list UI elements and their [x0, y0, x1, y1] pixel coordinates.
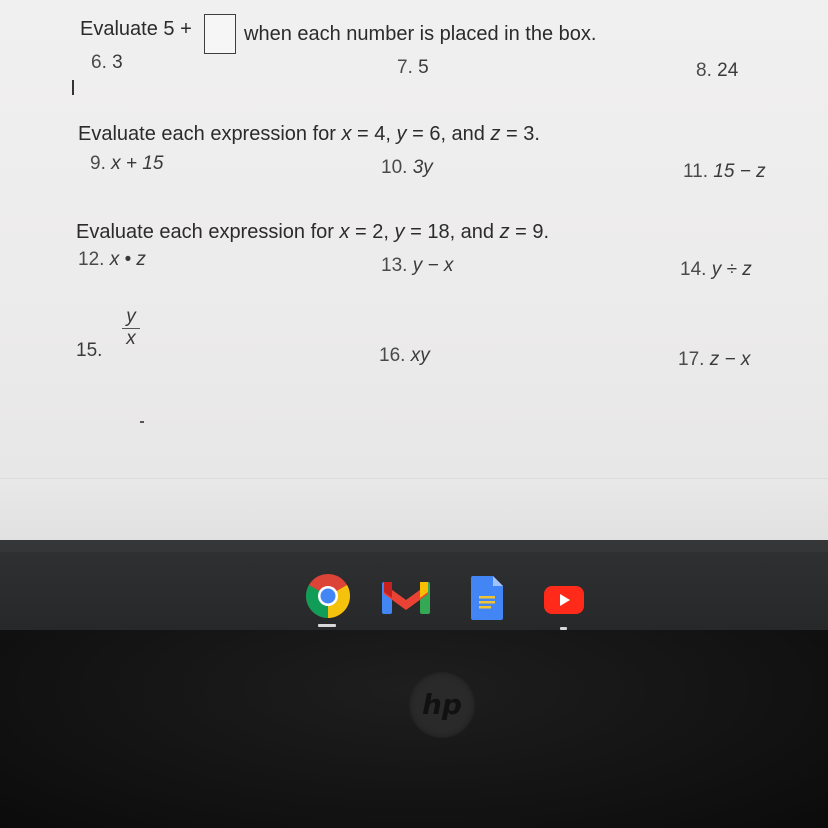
var-z: z [490, 123, 501, 145]
problem-expression: y ÷ z [711, 259, 752, 280]
section3-heading [76, 221, 549, 244]
problem-8 [696, 60, 738, 82]
heading-text: = 6, and [406, 123, 491, 145]
problem-expression: 3 [112, 52, 123, 73]
var-z: z [499, 221, 510, 243]
problem-number: 13. [381, 255, 408, 276]
problem-number: 11. [683, 161, 709, 182]
youtube-icon [543, 585, 585, 615]
google-docs-icon [470, 575, 504, 621]
section1-suffix: when each number is placed in the box. [244, 23, 597, 45]
problem-expression: y − x [412, 255, 454, 276]
problem-number: 7. [397, 57, 413, 78]
problem-15-number: 15. [76, 340, 103, 361]
heading-text: = 2, [349, 221, 395, 243]
page-bottom-area [0, 478, 828, 540]
problem-number: 12. [78, 249, 105, 270]
var-y: y [396, 123, 407, 145]
taskbar-edge [0, 540, 828, 552]
fraction-numerator: y [126, 306, 136, 327]
hp-logo-text: hp [422, 688, 462, 721]
problem-12 [78, 249, 146, 271]
problem-expression: 5 [418, 57, 429, 78]
var-x: x [341, 123, 352, 145]
problem-expression: 15 − z [713, 161, 766, 182]
problem-11 [683, 161, 766, 183]
problem-7 [397, 57, 429, 79]
hp-logo [409, 672, 475, 738]
problem-number: 17. [678, 349, 705, 370]
laptop-bezel [0, 630, 828, 828]
problem-number: 6. [91, 52, 107, 73]
heading-text: Evaluate each expression for [78, 123, 342, 145]
var-x: x [339, 221, 350, 243]
problem-number: 8. [696, 60, 712, 81]
problem-number: 14. [680, 259, 707, 280]
problem-expression: xy [410, 345, 430, 366]
youtube-icon[interactable] [543, 585, 585, 615]
text-cursor [72, 80, 74, 95]
problem-14 [680, 259, 752, 281]
problem-16 [379, 345, 430, 367]
heading-text: = 9. [509, 221, 550, 243]
gmail-icon[interactable] [381, 580, 431, 616]
problem-6 [91, 52, 123, 74]
heading-text: = 4, [351, 123, 397, 145]
problem-17 [678, 349, 750, 371]
section1-prefix: Evaluate 5 + [80, 18, 192, 40]
problem-expression: z − x [709, 349, 751, 370]
problem-expression: 3y [412, 157, 433, 178]
problem-number: 9. [90, 153, 106, 174]
problem-expression: x • z [109, 249, 146, 270]
chrome-icon[interactable] [304, 572, 352, 620]
problem-15-fraction [118, 306, 144, 348]
problem-number: 10. [381, 157, 408, 178]
heading-text: = 3. [500, 123, 540, 145]
heading-text: = 18, and [404, 221, 500, 243]
problem-13 [381, 255, 453, 277]
problem-number: 16. [379, 345, 406, 366]
chrome-icon [304, 572, 352, 620]
answer-box [204, 14, 236, 54]
problem-10 [381, 157, 433, 179]
screen-speck [140, 421, 144, 423]
problem-9 [90, 153, 163, 175]
section2-heading [78, 123, 540, 146]
gmail-icon [381, 580, 431, 616]
chrome-running-indicator [318, 624, 336, 627]
fraction-denominator: x [126, 328, 136, 349]
google-docs-icon[interactable] [470, 575, 504, 621]
heading-text: Evaluate each expression for [76, 221, 340, 243]
problem-expression: x + 15 [111, 153, 164, 174]
problem-expression: 24 [717, 60, 739, 81]
var-y: y [394, 221, 405, 243]
